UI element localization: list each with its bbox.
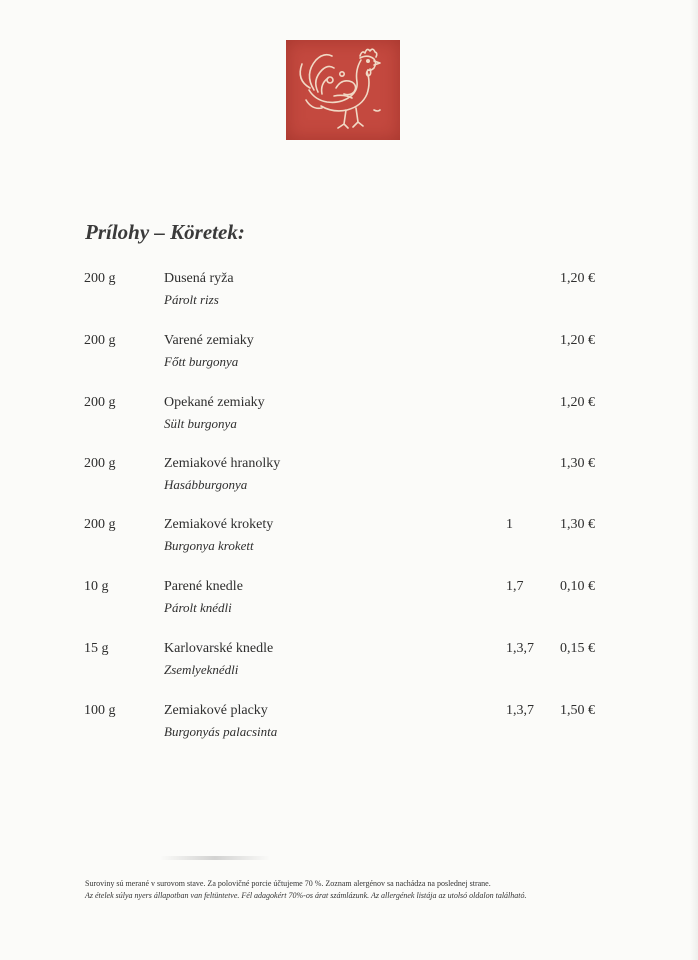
item-name-sk: Zemiakové placky [164,703,268,718]
item-allergens: 1 [506,517,513,532]
item-price: 0,15 € [560,641,595,656]
item-name-sk: Zemiakové krokety [164,517,274,532]
menu-item [0,333,698,377]
item-name-hu: Zsemlyeknédli [164,662,239,677]
menu-item [0,579,698,623]
item-name-sk: Parené knedle [164,579,243,594]
menu-item [0,456,698,500]
item-weight: 15 g [84,641,109,656]
item-allergens: 1,3,7 [506,641,534,656]
item-name-sk: Karlovarské knedle [164,641,274,656]
item-name-sk: Opekané zemiaky [164,395,265,410]
item-name-sk: Varené zemiaky [164,333,254,348]
rooster-icon [286,40,400,140]
scan-smudge [160,856,270,860]
item-price: 1,20 € [560,271,595,286]
item-weight: 200 g [84,271,116,286]
menu-item [0,703,698,747]
item-price: 1,50 € [560,703,595,718]
item-price: 1,30 € [560,456,595,471]
menu-item [0,517,698,561]
footer-note-hu: Az ételek súlya nyers állapotban van feltüntetve. Fél adagokért 70%-os árat számlázunk. Az allergének listája az utolsó oldalon található. [85,891,527,900]
item-weight: 100 g [84,703,116,718]
item-price: 1,20 € [560,333,595,348]
menu-item [0,641,698,685]
section-heading: Prílohy – Köretek: [85,220,245,244]
item-name-hu: Hasábburgonya [164,477,248,492]
item-name-hu: Párolt knédli [164,600,232,615]
item-price: 1,30 € [560,517,595,532]
item-price: 0,10 € [560,579,595,594]
restaurant-logo [286,40,400,140]
item-weight: 200 g [84,456,116,471]
menu-item [0,395,698,439]
item-name-hu: Párolt rizs [164,292,219,307]
item-name-hu: Főtt burgonya [164,354,239,369]
item-name-sk: Zemiakové hranolky [164,456,281,471]
item-allergens: 1,7 [506,579,524,594]
item-name-hu: Sült burgonya [164,416,237,431]
item-weight: 200 g [84,333,116,348]
footer-note-sk: Suroviny sú merané v surovom stave. Za polovičné porcie účtujeme 70 %. Zoznam alergénov sa nachádza na poslednej strane. [85,879,491,888]
item-weight: 200 g [84,395,116,410]
item-allergens: 1,3,7 [506,703,534,718]
item-price: 1,20 € [560,395,595,410]
item-name-sk: Dusená ryža [164,271,234,286]
item-weight: 200 g [84,517,116,532]
menu-item [0,271,698,315]
item-weight: 10 g [84,579,109,594]
item-name-hu: Burgonyás palacsinta [164,724,278,739]
item-name-hu: Burgonya krokett [164,538,254,553]
